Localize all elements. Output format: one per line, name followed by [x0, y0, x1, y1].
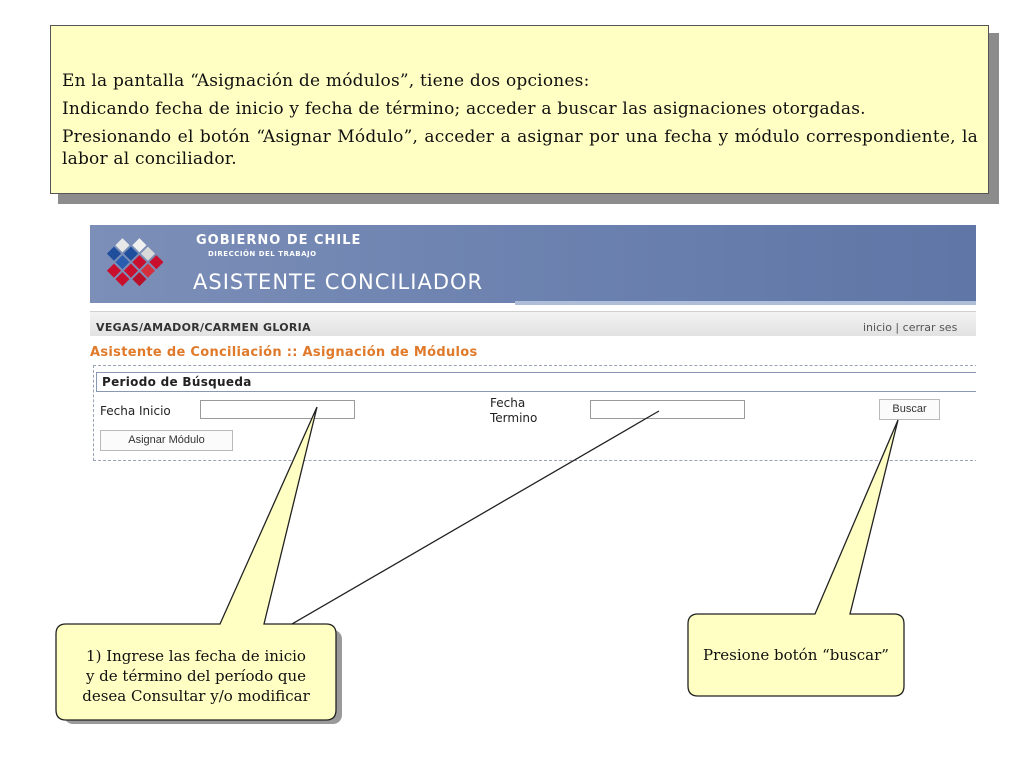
- page-title: Asistente de Conciliación :: Asignación de Módulos: [90, 345, 478, 360]
- left-callout-line-1: 1) Ingrese las fecha de inicio: [86, 647, 306, 665]
- gov-subtitle: DIRECCIÓN DEL TRABAJO: [208, 250, 317, 258]
- left-callout-text: [60, 646, 332, 706]
- app-title: ASISTENTE CONCILIADOR: [193, 270, 484, 294]
- left-callout-line-3: desea Consultar y/o modificar: [82, 687, 310, 705]
- link-inicio[interactable]: inicio: [863, 321, 892, 334]
- gov-title: GOBIERNO DE CHILE: [196, 233, 362, 248]
- left-callout-line-2: y de término del período que: [85, 667, 307, 685]
- instruction-line-1: En la pantalla “Asignación de módulos”, tiene dos opciones:: [62, 71, 590, 91]
- fecha-inicio-label: Fecha Inicio: [100, 404, 171, 418]
- link-separator: |: [895, 321, 900, 334]
- search-legend: Periodo de Búsqueda: [102, 375, 252, 389]
- fecha-termino-label-1: Fecha: [490, 396, 526, 410]
- user-name: VEGAS/AMADOR/CARMEN GLORIA: [96, 321, 311, 334]
- instruction-line-3: Presionando el botón “Asignar Módulo”, acceder a asignar por una fecha y módulo correspondiente, la labor al conciliador.: [62, 127, 978, 169]
- link-cerrar-sesion[interactable]: cerrar ses: [902, 321, 958, 334]
- buscar-button[interactable]: Buscar: [879, 399, 940, 420]
- instruction-line-2: Indicando fecha de inicio y fecha de término; acceder a buscar las asignaciones otorgadas.: [62, 99, 866, 119]
- right-callout-text: Presione botón “buscar”: [703, 646, 889, 664]
- asignar-modulo-button[interactable]: Asignar Módulo: [100, 430, 233, 451]
- fecha-termino-label-2: Termino: [490, 411, 538, 425]
